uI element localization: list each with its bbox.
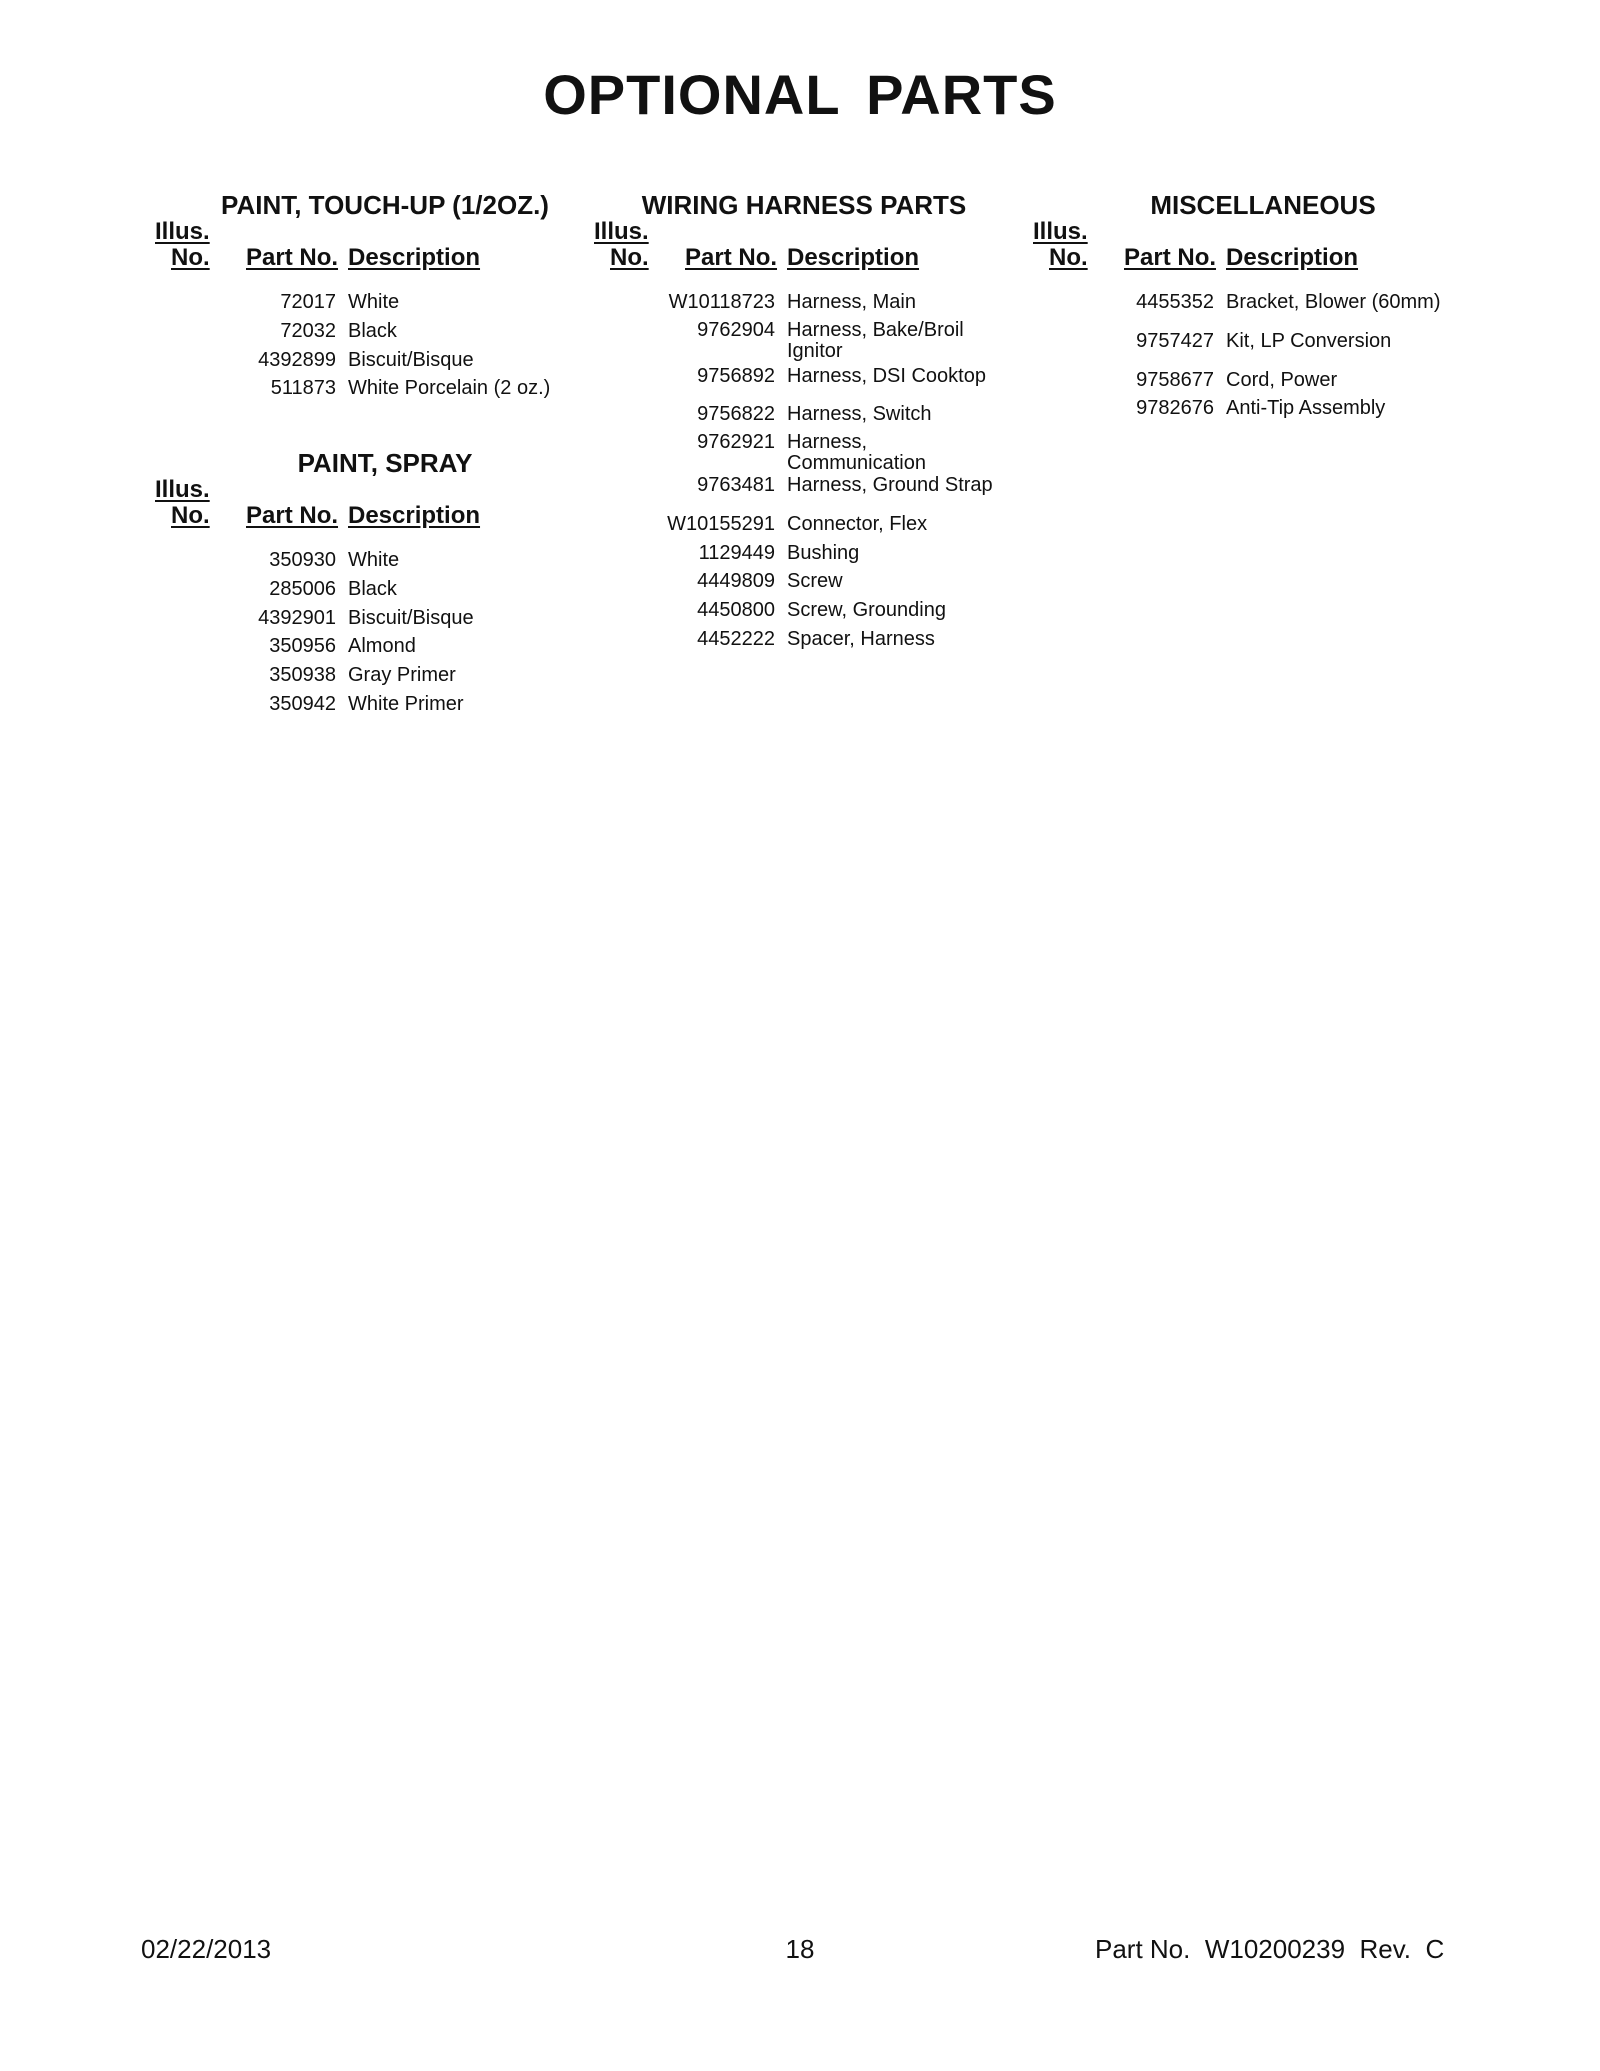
illus-header: Illus. (155, 476, 210, 503)
no-header: No. (171, 244, 210, 271)
section-miscellaneous (1033, 190, 1463, 430)
part-number: 72017 (280, 291, 336, 313)
part-number: 9757427 (1136, 330, 1214, 352)
part-description: Bracket, Blower (60mm) (1226, 291, 1441, 313)
part-number: 285006 (269, 578, 336, 600)
part-number: 350930 (269, 549, 336, 571)
part-number: W10155291 (667, 513, 775, 535)
part-no-header: Part No. (1124, 244, 1217, 271)
part-description: Harness, Ground Strap (787, 474, 993, 496)
illus-header: Illus. (1033, 218, 1088, 245)
part-description: Harness, DSI Cooktop (787, 365, 986, 387)
part-description: White (348, 291, 400, 313)
footer-page-number: 18 (785, 1934, 815, 1964)
part-number: 9756892 (697, 365, 775, 387)
part-number: 9758677 (1136, 369, 1214, 391)
part-description: Kit, LP Conversion (1226, 330, 1392, 352)
part-number: 4449809 (697, 570, 775, 592)
part-number: 350942 (269, 693, 336, 715)
section-title: MISCELLANEOUS (1150, 190, 1376, 220)
part-description: White Porcelain (2 oz.) (348, 377, 551, 399)
footer-date: 02/22/2013 (141, 1934, 272, 1964)
part-description: Bushing (787, 542, 860, 564)
part-number: 350938 (269, 664, 336, 686)
part-number: 72032 (280, 320, 336, 342)
part-description: Anti-Tip Assembly (1226, 397, 1386, 419)
part-description: Spacer, Harness (787, 628, 935, 650)
section-wiring-harness (594, 190, 1024, 660)
part-number: 9782676 (1136, 397, 1214, 419)
part-number: 350956 (269, 635, 336, 657)
part-number: 9762921 (697, 431, 775, 453)
section-paint-touchup (155, 190, 585, 400)
description-header: Description (348, 502, 481, 529)
part-description: Black (348, 578, 397, 600)
part-description: Screw, Grounding (787, 599, 946, 621)
part-description: Gray Primer (348, 664, 456, 686)
part-no-header: Part No. (685, 244, 778, 271)
no-header: No. (610, 244, 649, 271)
footer-part-info: Part No. W10200239 Rev. C (1095, 1934, 1445, 1964)
illus-header: Illus. (155, 218, 210, 245)
part-number: 1129449 (698, 542, 775, 564)
description-header: Description (348, 244, 481, 271)
part-number: 4452222 (697, 628, 775, 650)
part-description: White Primer (348, 693, 464, 715)
description-header: Description (1226, 244, 1359, 271)
part-description: Harness, Main (787, 291, 916, 313)
part-number: 511873 (270, 377, 336, 399)
part-number: W10118723 (668, 291, 775, 313)
no-header: No. (1049, 244, 1088, 271)
part-no-header: Part No. (246, 502, 339, 529)
description-header: Description (787, 244, 920, 271)
part-number: 9763481 (697, 474, 775, 496)
section-title: PAINT, TOUCH-UP (1/2OZ.) (221, 190, 549, 220)
part-description: White (348, 549, 400, 571)
part-description: Almond (348, 635, 416, 657)
illus-header: Illus. (594, 218, 649, 245)
part-number: 4392901 (258, 607, 336, 629)
part-description: Screw (787, 570, 843, 592)
part-number: 4450800 (697, 599, 775, 621)
part-description: Connector, Flex (787, 513, 928, 535)
part-description: Biscuit/Bisque (348, 349, 474, 371)
part-no-header: Part No. (246, 244, 339, 271)
part-description: Harness, Communication (787, 431, 926, 474)
page-title: OPTIONAL PARTS (543, 63, 1057, 126)
part-description: Harness, Switch (787, 403, 932, 425)
part-number: 4455352 (1136, 291, 1214, 313)
part-description: Cord, Power (1226, 369, 1338, 391)
part-number: 9762904 (697, 319, 775, 341)
no-header: No. (171, 502, 210, 529)
part-description: Biscuit/Bisque (348, 607, 474, 629)
section-title: WIRING HARNESS PARTS (641, 190, 967, 220)
section-title: PAINT, SPRAY (297, 448, 473, 478)
part-number: 9756822 (697, 403, 775, 425)
part-description: Black (348, 320, 397, 342)
part-description: Harness, Bake/Broil Ignitor (787, 319, 964, 362)
section-paint-spray (155, 448, 585, 728)
part-number: 4392899 (258, 349, 336, 371)
